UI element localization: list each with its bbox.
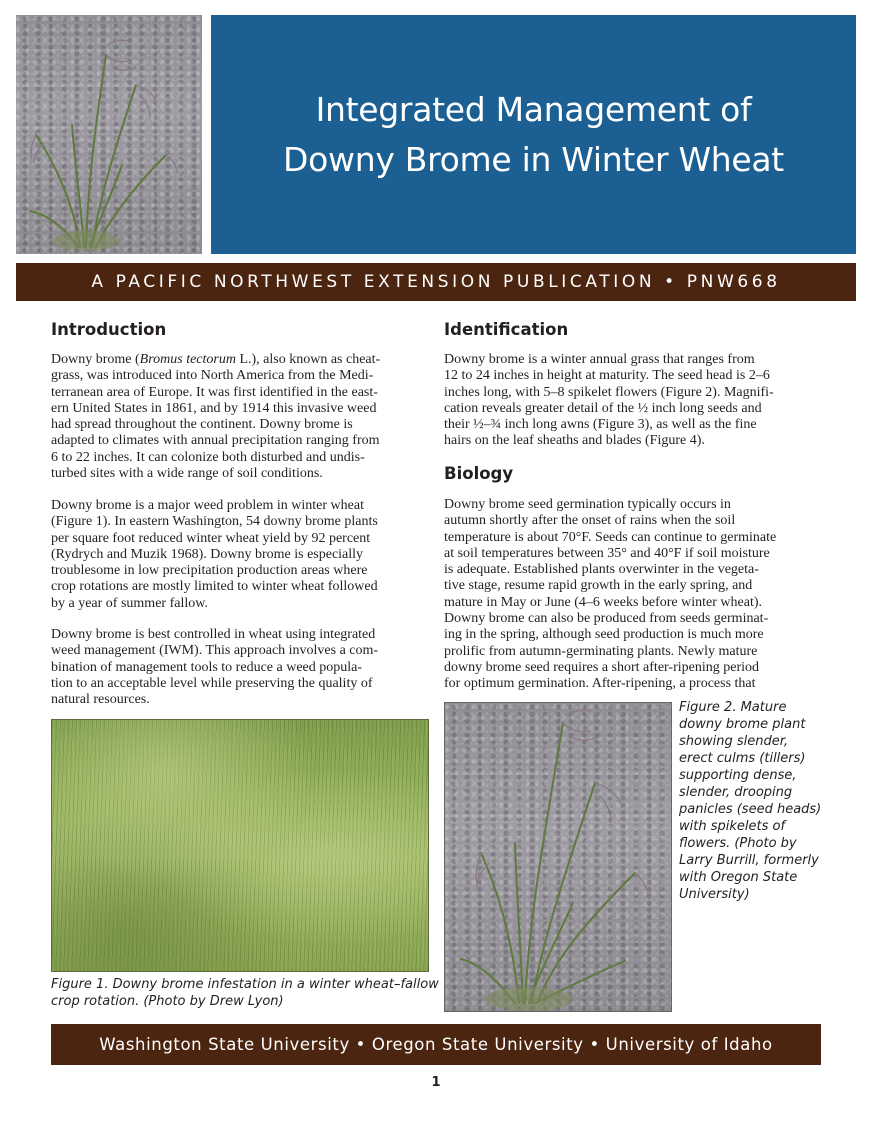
- text-line: adapted to climates with annual precipitation ranging from: [51, 433, 380, 449]
- intro-paragraph-1: [51, 352, 380, 482]
- publication-bar: [16, 263, 856, 301]
- figure-1-wheat-field-photo: [51, 719, 429, 972]
- figure-2-caption: [679, 699, 821, 903]
- caption-line: University): [679, 887, 750, 902]
- plant-illustration: [445, 703, 671, 1011]
- text-line: prolific from autumn-germinating plants. Newly mature: [444, 643, 758, 659]
- text-line: (Rydrych and Muzik 1968). Downy brome is especially: [51, 546, 364, 562]
- text-line: hairs on the leaf sheaths and blades (Figure 4).: [444, 433, 705, 449]
- text-line: had spread throughout the continent. Downy brome is: [51, 417, 353, 433]
- text-line: Downy brome seed germination typically occurs in: [444, 497, 731, 512]
- text-line: grass, was introduced into North America from the Medi-: [51, 368, 374, 384]
- text-line: crop rotations are mostly limited to winter wheat followed: [51, 579, 378, 595]
- title-line-2: Downy Brome in Winter Wheat: [283, 139, 784, 179]
- caption-line: flowers. (Photo by: [679, 836, 797, 851]
- publication-label: A PACIFIC NORTHWEST EXTENSION PUBLICATION • PNW668: [91, 272, 781, 292]
- text-line: at soil temperatures between 35° and 40°F if soil moisture: [444, 545, 770, 561]
- title-line-1: Integrated Management of: [315, 89, 752, 129]
- caption-line: Figure 1. Downy brome infestation in a winter wheat–fallow: [51, 977, 439, 992]
- text-line: Downy brome is best controlled in wheat using integrated: [51, 627, 376, 642]
- caption-line: erect culms (tillers): [679, 751, 806, 766]
- caption-line: downy brome plant: [679, 717, 806, 732]
- text-line: autumn shortly after the onset of rains when the soil: [444, 513, 736, 529]
- text-line: by a year of summer fallow.: [51, 595, 208, 611]
- figure-2-plant-photo: [444, 702, 672, 1012]
- text-line: their ½–¾ inch long awns (Figure 3), as well as the fine: [444, 417, 757, 433]
- introduction-heading: Introduction: [51, 320, 167, 339]
- caption-line: Larry Burrill, formerly: [679, 853, 819, 868]
- text-line: inches long, with 5–8 spikelet flowers (Figure 2). Magnifi-: [444, 384, 774, 400]
- text-line: Downy brome is a major weed problem in winter wheat: [51, 498, 364, 513]
- footer-universities-bar: [51, 1024, 821, 1065]
- caption-line: showing slender,: [679, 734, 788, 749]
- text-line: 6 to 22 inches. It can colonize both disturbed and undis-: [51, 449, 365, 465]
- intro-paragraph-2: [51, 498, 378, 612]
- title-block: [211, 15, 856, 254]
- text-line: turbed sites with a wide range of soil conditions.: [51, 466, 323, 482]
- text-line: natural resources.: [51, 692, 150, 708]
- biology-heading: Biology: [444, 464, 514, 483]
- text-line: ing in the spring, although seed production is much more: [444, 627, 764, 643]
- text-line: cation reveals greater detail of the ½ inch long seeds and: [444, 400, 762, 416]
- text-line: weed management (IWM). This approach involves a com-: [51, 643, 379, 659]
- text-line: tive stage, resume rapid growth in the early spring, and: [444, 578, 753, 594]
- text-line: 12 to 24 inches in height at maturity. The seed head is 2–6: [444, 368, 770, 384]
- figure-1-caption: [51, 976, 439, 1010]
- biology-paragraph: [444, 497, 776, 693]
- caption-line: Figure 2. Mature: [679, 700, 787, 715]
- caption-line: crop rotation. (Photo by Drew Lyon): [51, 994, 284, 1009]
- identification-paragraph: [444, 352, 774, 450]
- page-number: 1: [431, 1075, 441, 1090]
- universities-label: Washington State University • Oregon State University • University of Idaho: [99, 1035, 773, 1054]
- caption-line: supporting dense,: [679, 768, 797, 783]
- caption-line: with spikelets of: [679, 819, 786, 834]
- text-line: downy brome seed requires a short after-ripening period: [444, 659, 759, 675]
- text-line: is adequate. Established plants overwinter in the vegeta-: [444, 562, 759, 578]
- text-line: troublesome in low precipitation production areas where: [51, 563, 368, 579]
- intro-paragraph-3: [51, 627, 378, 708]
- caption-line: with Oregon State: [679, 870, 798, 885]
- text-line: per square foot reduced winter wheat yield by 92 percent: [51, 530, 371, 546]
- text-line: temperature is about 70°F. Seeds can continue to germinate: [444, 529, 777, 545]
- text-line: Downy brome (Bromus tectorum L.), also known as cheat-: [51, 352, 381, 367]
- text-line: Downy brome is a winter annual grass that ranges from: [444, 352, 755, 367]
- text-line: ern United States in 1861, and by 1914 this invasive weed: [51, 400, 377, 416]
- header-plant-photo: [16, 15, 202, 254]
- text-line: tion to an acceptable level while preserving the quality of: [51, 675, 373, 691]
- scientific-name: Bromus tectorum: [139, 352, 236, 367]
- text-line: mature in May or June (4–6 weeks before winter wheat).: [444, 594, 763, 610]
- identification-heading: Identification: [444, 320, 569, 339]
- caption-line: slender, drooping: [679, 785, 793, 800]
- text-line: Downy brome can also be produced from seeds germinat-: [444, 611, 769, 627]
- caption-line: panicles (seed heads): [679, 802, 822, 817]
- text-line: terranean area of Europe. It was first identified in the east-: [51, 384, 378, 400]
- text-line: for optimum germination. After-ripening, a process that: [444, 676, 756, 692]
- text-line: (Figure 1). In eastern Washington, 54 downy brome plants: [51, 514, 378, 530]
- plant-illustration: [16, 15, 202, 254]
- text-line: bination of management tools to reduce a weed popula-: [51, 659, 363, 675]
